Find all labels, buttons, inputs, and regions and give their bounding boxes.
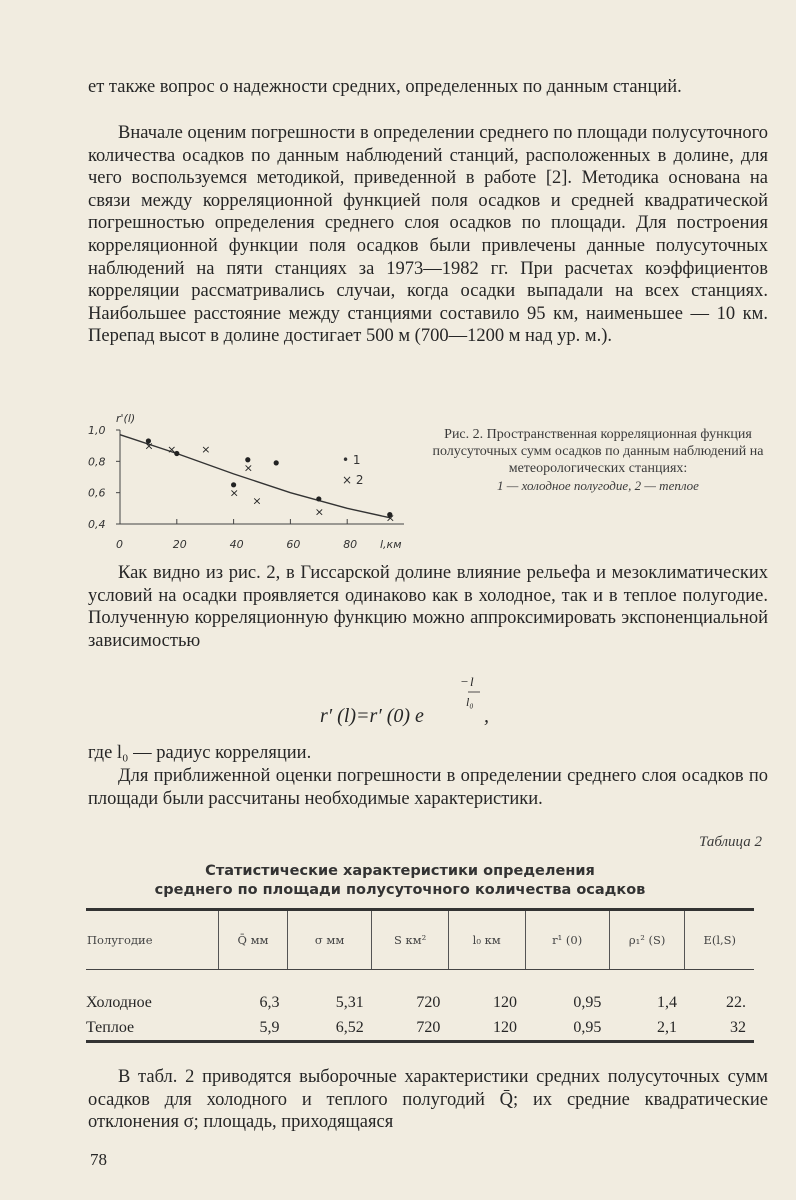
table-cell: Теплое (86, 1016, 219, 1042)
figure-caption (432, 426, 764, 494)
col-header: r¹ (0) (525, 910, 609, 970)
caption-text: Рис. 2. Пространственная корреляционная функция полусуточных сумм осадков по данным наблюдений на метеорологических станциях: (432, 427, 764, 476)
table-cell: 120 (493, 994, 518, 1011)
table-cell: 720 (416, 994, 441, 1011)
table-row (86, 970, 754, 1017)
x-tick-label: 80 (343, 538, 358, 551)
formula-tail: , (484, 705, 489, 727)
y-tick-label: 1,0 (88, 424, 106, 437)
data-point-warm: × (385, 511, 396, 525)
data-point-cold (274, 460, 279, 465)
table-title (140, 862, 660, 900)
statistics-table (86, 908, 754, 1043)
table-title-line1: Статистические характеристики определения (205, 863, 595, 879)
table-cell: 22. (726, 994, 746, 1011)
x-tick-label: 40 (229, 538, 244, 551)
page-number: 78 (90, 1150, 107, 1169)
table-cell: 1,4 (656, 994, 677, 1011)
data-point-warm: × (144, 439, 154, 453)
y-axis-label: r'(l) (116, 412, 136, 425)
legend-entry-1: • 1 (342, 453, 361, 467)
data-point-warm: × (229, 486, 239, 500)
y-tick-label: 0,6 (88, 486, 106, 500)
paragraph-table-desc: В табл. 2 приводятся выборочные характеристики средних полусуточных сумм осадков для холодного и теплого полугодий Q̄; их средние квадратические отклонения σ; площадь, приходящаяся (88, 1067, 768, 1133)
x-tick-label: 20 (172, 538, 187, 551)
legend-entry-2: × 2 (342, 473, 364, 487)
x-tick-label: 0 (116, 538, 123, 551)
y-tick-label: 0,8 (88, 455, 106, 469)
x-axis-label: l,км (380, 538, 402, 551)
data-point-cold (316, 496, 321, 501)
data-point-warm: × (314, 505, 325, 519)
paragraph-estimate: Для приближенной оценки погрешности в определении среднего слоя осадков по площади были рассчитаны необходимые характеристики. (88, 766, 768, 809)
formula-exp-den: l₀ (466, 695, 474, 709)
col-header: l₀ км (448, 910, 525, 970)
table-cell: 6,3 (259, 994, 280, 1011)
data-point-warm: × (201, 442, 211, 456)
col-header: σ мм (287, 910, 371, 970)
caption-legend: 1 — холодное полугодие, 2 — теплое (497, 478, 699, 493)
table-cell: 6,52 (287, 1016, 371, 1042)
y-tick-label: 0,4 (88, 518, 106, 531)
formula-main: r′ (l)=r′ (0) e (320, 705, 424, 727)
formula-exponential (320, 676, 540, 736)
paragraph-discussion: Как видно из рис. 2, в Гиссарской долине влияние рельефа и мезоклиматических условий на осадки проявляется одинаково как в холодное, так и в теплое полугодие. Полученную корреляционную функцию можно аппроксимировать экспоненциальной зависимостью (88, 563, 768, 651)
table-title-line2: среднего по площади полусуточного количества осадков (154, 882, 646, 898)
table-label: Таблица 2 (699, 834, 762, 850)
table-row (86, 1016, 754, 1042)
col-header: Q̄ мм (219, 910, 288, 970)
formula-exp-num: l (470, 676, 474, 689)
data-point-warm: × (167, 442, 177, 456)
col-header: ρ₁² (S) (609, 910, 685, 970)
paragraph-radius: где l₀ — радиус корреляции. (88, 743, 312, 763)
paragraph-method: Вначале оценим погрешности в определении среднего по площади полусуточного количества осадков по данным наблюдений станций, расположенных в долине, для чего воспользуемся методикой, приведенной в работе [2]. Методика основана на связи между корреляционной функцией поля осадков и средней квадратической погрешностью определения среднего слоя осадков по площади. Для построения корреляционной функции поля осадков были привлечены данные полусуточных наблюдений на пяти станциях за 1973—1982 гг. При расчетах коэффициентов корреляции рассматривались случаи, когда осадки выпадали на всех станциях. Наибольшее расстояние между станциями составило 95 км, наименьшее — 10 км. Перепад высот в долине достигает 500 м (700—1200 м над ур. м.). (88, 123, 768, 347)
col-header: S км² (372, 910, 449, 970)
x-tick-label: 60 (286, 538, 301, 551)
table-cell: 32 (685, 1016, 754, 1042)
table-cell: 2,1 (609, 1016, 685, 1042)
table-cell: 720 (372, 1016, 449, 1042)
table-cell: Холодное (86, 994, 152, 1011)
table-cell: 5,9 (219, 1016, 288, 1042)
table-cell: 0,95 (573, 994, 602, 1011)
table-cell: 120 (448, 1016, 525, 1042)
data-point-warm: × (252, 494, 262, 508)
correlation-graph (86, 408, 426, 558)
table-cell: 5,31 (335, 994, 364, 1011)
data-point-warm: × (243, 461, 254, 475)
table-cell: 0,95 (525, 1016, 609, 1042)
col-header: E(l,S) (685, 910, 754, 970)
paragraph-intro: ет также вопрос о надежности средних, определенных по данным станций. (88, 77, 682, 97)
col-header: Полугодие (86, 910, 219, 970)
svg-text:−: − (460, 676, 469, 689)
